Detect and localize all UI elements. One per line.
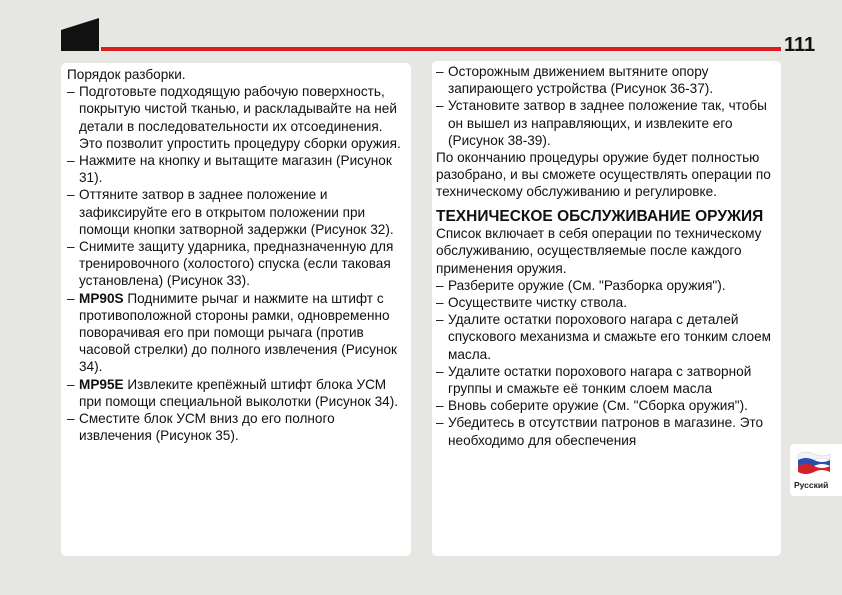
list-item-text: Убедитесь в отсутствии патронов в магазине. Это необходимо для обеспечения (448, 415, 764, 448)
list-item-text: Подготовьте подходящую рабочую поверхность, покрытую чистой тканью, и раскладывайте на ней детали в последовательности их отсоединения. Это позволит упростить процедуру сборки оружия. (79, 84, 401, 151)
model-label: MP90S (79, 290, 124, 306)
section-heading: ТЕХНИЧЕСКОЕ ОБСЛУЖИВАНИЕ ОРУЖИЯ (436, 207, 764, 225)
list-dash: – (67, 290, 75, 306)
list-item (67, 410, 407, 444)
list-dash: – (436, 277, 444, 293)
list-item (436, 363, 777, 397)
list-item-text: Установите затвор в заднее положение так, чтобы он вышел из направляющих, и извлеките его (Рисунок 38-39). (448, 98, 767, 148)
left-intro: Порядок разборки. (67, 67, 186, 82)
list-item-text: Поднимите рычаг и нажмите на штифт с противоположной стороны рамки, одновременно поворачивая его при помощи рычага (против часовой стрелки) до полного извлечения (Рисунок 34). (79, 290, 397, 375)
list-item-text: Нажмите на кнопку и вытащите магазин (Рисунок 31). (79, 153, 392, 186)
list-item-text: Вновь соберите оружие (См. "Сборка оружия"). (448, 398, 748, 414)
list-dash: – (436, 398, 444, 414)
list-item (67, 290, 407, 376)
model-label: MP95E (79, 376, 124, 392)
list-item (436, 277, 777, 294)
list-dash: – (67, 187, 75, 203)
list-dash: – (436, 64, 444, 79)
list-item (436, 294, 777, 311)
list-dash: – (436, 294, 444, 310)
header-rule (101, 47, 781, 51)
list-item-text: Сместите блок УСМ вниз до его полного извлечения (Рисунок 35). (79, 411, 335, 444)
list-item-text: Оттяните затвор в заднее положение и зафиксируйте его в открытом положении при помощи кнопки затворной задержки (Рисунок 32). (79, 187, 394, 237)
language-tab[interactable] (790, 444, 842, 496)
list-dash: – (67, 153, 75, 169)
list-item-text: Удалите остатки порохового нагара с деталей спускового механизма и смажьте его тонким слоем масла. (448, 312, 772, 362)
right-list-bottom (436, 277, 777, 449)
left-list (67, 83, 407, 444)
list-dash: – (67, 411, 75, 427)
list-item (436, 63, 777, 97)
list-dash: – (67, 84, 75, 100)
language-label: Русский (794, 480, 829, 490)
list-dash: – (436, 415, 444, 431)
left-column (61, 63, 411, 556)
list-dash: – (67, 376, 75, 392)
list-dash: – (67, 239, 75, 255)
section-intro: Список включает в себя операции по техническому обслуживанию, осуществляемые после каждого применения оружия. (436, 226, 762, 276)
list-item (436, 97, 777, 149)
list-item (67, 83, 407, 152)
list-item-text: Разберите оружие (См. "Разборка оружия"). (448, 277, 726, 293)
corner-logo-block (61, 18, 99, 51)
list-item (436, 311, 777, 363)
list-item (67, 186, 407, 238)
list-item-text: Осторожным движением вытяните опору запирающего устройства (Рисунок 36-37). (448, 64, 714, 97)
right-list-top (436, 63, 777, 149)
russian-flag-icon (796, 450, 832, 476)
list-item (436, 414, 777, 448)
list-item (67, 376, 407, 410)
right-paragraph: По окончанию процедуры оружие будет полностью разобрано, и вы сможете осуществлять операции по техническому обслуживанию и регулировке. (436, 150, 771, 200)
list-item-text: Снимите защиту ударника, предназначенную для тренировочного (холостого) спуска (если таковая установлена) (Рисунок 33). (79, 239, 394, 289)
list-item-text: Извлеките крепёжный штифт блока УСМ при помощи специальной выколотки (Рисунок 34). (79, 376, 399, 409)
list-item-text: Удалите остатки порохового нагара с затворной группы и смажьте её тонким слоем масла (448, 363, 752, 396)
list-item (436, 397, 777, 414)
list-item-text: Осуществите чистку ствола. (448, 294, 628, 310)
right-column (432, 61, 781, 556)
list-item (67, 238, 407, 290)
list-item (67, 152, 407, 186)
list-dash: – (436, 312, 444, 328)
list-dash: – (436, 98, 444, 114)
page-number: 111 (784, 34, 816, 56)
list-dash: – (436, 363, 444, 379)
